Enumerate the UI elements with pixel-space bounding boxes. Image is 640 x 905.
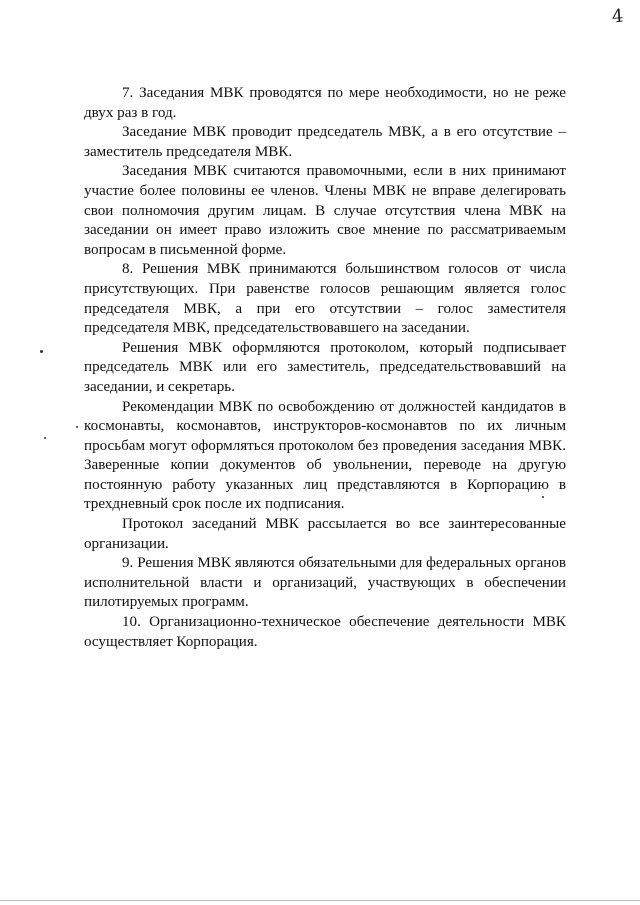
scan-speck bbox=[542, 496, 544, 498]
paragraph-recommendations: Рекомендации МВК по освобождению от должностей кандидатов в космонавты, космонавтов, инструкторов-космонавтов по их личным просьбам могут оформляться протоколом без проведения заседания МВК. Заверенные копии документов об увольнении, переводе на другую постоянную работу указанных лиц представляются в Корпорацию в трехдневный срок после их подписания. bbox=[84, 398, 566, 513]
paragraph-10-support: 10. Организационно-техническое обеспечение деятельности МВК осуществляет Корпорация. bbox=[84, 614, 566, 650]
scan-speck bbox=[76, 426, 78, 428]
paragraph-quorum: Заседания МВК считаются правомочными, если в них принимают участие более половины ее членов. Члены МВК не вправе делегировать свои полномочия другим лицам. В случае отсутствия члена МВК на заседании он имеет право изложить свое мнение по рассматриваемым вопросам в письменной форме. bbox=[84, 163, 566, 258]
paragraph-9-binding: 9. Решения МВК являются обязательными для федеральных органов исполнительной власти и организаций, участвующих в обеспечении пилотируемых программ. bbox=[84, 555, 566, 611]
paragraph-8-decisions: 8. Решения МВК принимаются большинством голосов от числа присутствующих. При равенстве голосов решающим является голос председателя МВК, а при его отсутствии – голос заместителя председателя МВК, председательствовавшего на заседании. bbox=[84, 261, 566, 337]
page-bottom-edge bbox=[0, 900, 640, 901]
paragraph-protocol: Решения МВК оформляются протоколом, который подписывает председатель МВК или его заместитель, председательствовавший на заседании, и секретарь. bbox=[84, 339, 566, 395]
scan-speck bbox=[40, 350, 43, 353]
document-body bbox=[84, 84, 566, 652]
paragraph-chairman: Заседание МВК проводит председатель МВК, а в его отсутствие – заместитель председателя МВК. bbox=[84, 124, 566, 160]
scan-speck bbox=[44, 437, 46, 439]
paragraph-7-meetings: 7. Заседания МВК проводятся по мере необходимости, но не реже двух раз в год. bbox=[84, 85, 566, 121]
page-number: 4 bbox=[611, 5, 625, 28]
paragraph-distribution: Протокол заседаний МВК рассылается во все заинтересованные организации. bbox=[84, 516, 566, 552]
